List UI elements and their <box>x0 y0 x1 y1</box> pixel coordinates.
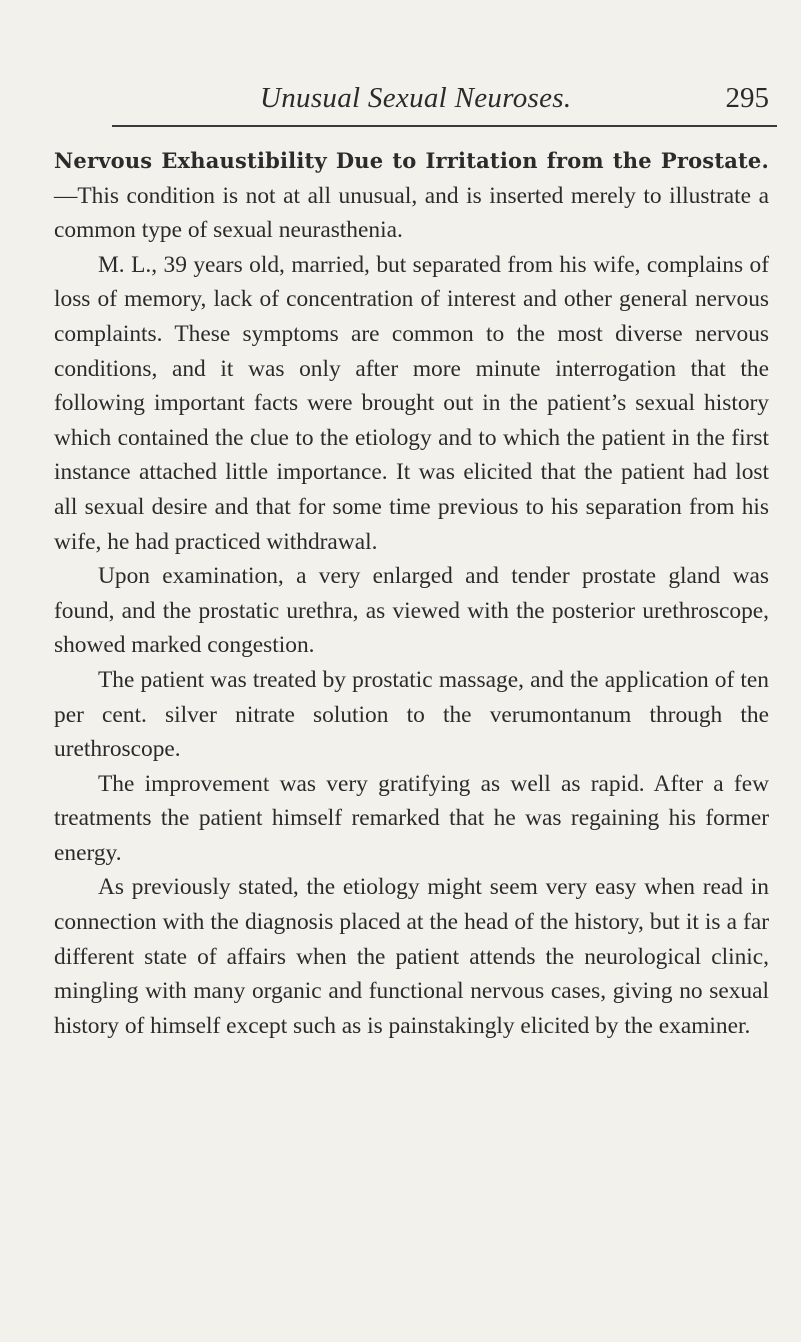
section-heading: Nervous Exhaustibility Due to Irritation from the Prostate. <box>54 148 769 173</box>
running-head <box>112 82 777 122</box>
paragraph-intro-text: —This condition is not at all unusual, and is inserted merely to illustrate a common type of sexual neurasthenia. <box>54 182 769 244</box>
paragraph-treatment: The patient was treated by prostatic massage, and the application of ten per cent. silver nitrate solution to the verumontanum through the urethroscope. <box>54 666 769 763</box>
paragraph-intro <box>54 144 769 248</box>
paragraph-case-history: M. L., 39 years old, married, but separated from his wife, complains of loss of memory, lack of concentration of interest and other general nervous complaints. These symptoms are common to the most diverse nervous conditions, and it was only after more minute interrogation that the following important facts were brought out in the patient’s sexual history which contained the clue to the etiology and to which the patient in the first instance attached little importance. It was elicited that the patient had lost all sexual desire and that for some time previous to his separation from his wife, he had practiced withdrawal. <box>54 251 769 555</box>
body-text <box>54 144 769 1043</box>
paragraph-improvement: The improvement was very gratifying as well as rapid. After a few treatments the patient himself remarked that he was regaining his former energy. <box>54 770 769 866</box>
paragraph-examination: Upon examination, a very enlarged and tender prostate gland was found, and the prostatic urethra, as viewed with the posterior urethroscope, showed marked congestion. <box>54 563 769 659</box>
paragraph-discussion: As previously stated, the etiology might seem very easy when read in connection with the diagnosis placed at the head of the history, but it is a far different state of affairs when the patient attends the neurological clinic, mingling with many organic and functional nervous cases, giving no sexual history of himself except such as is painstakingly elicited by the examiner. <box>54 874 769 1039</box>
running-title: Unusual Sexual Neuroses. <box>260 82 572 114</box>
header-rule <box>112 125 777 127</box>
page-number: 295 <box>725 82 769 114</box>
